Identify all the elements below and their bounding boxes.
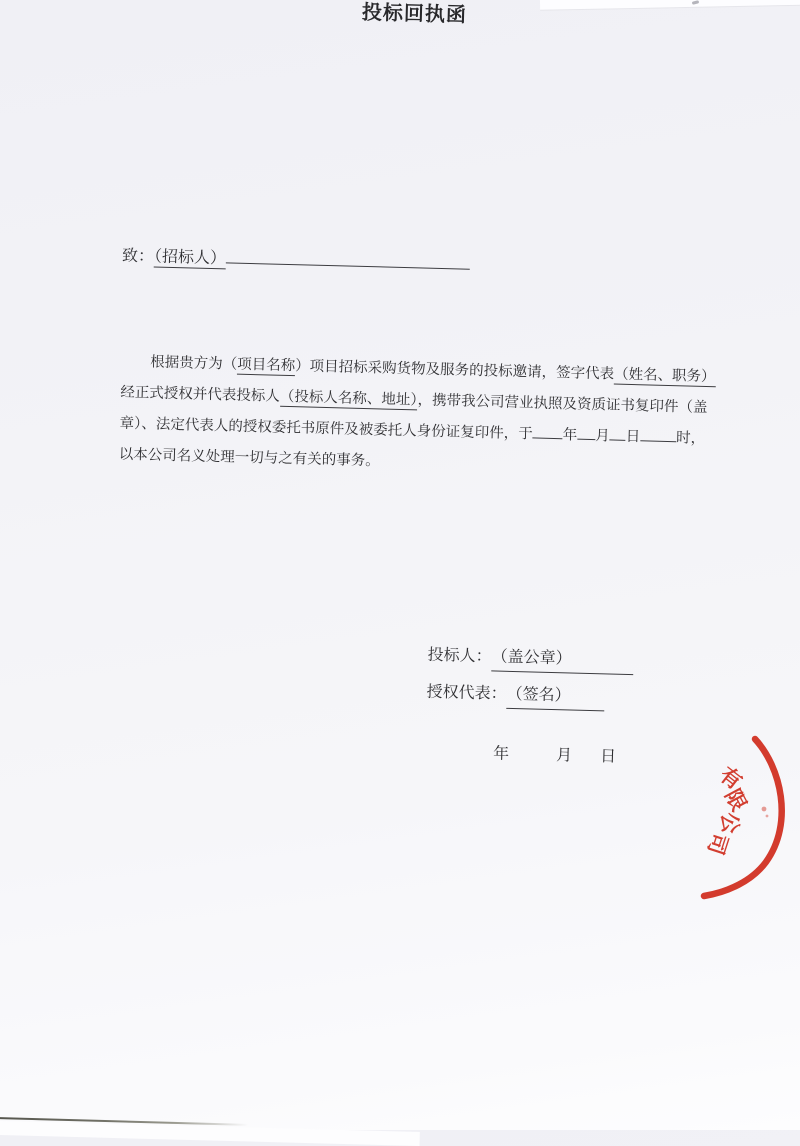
- body-text: 以本公司名义处理一切与之有关的事务。: [118, 446, 380, 470]
- bidder-signature-line: [427, 644, 634, 675]
- day-unit-label: 日: [625, 428, 641, 446]
- day-label: 日: [599, 748, 617, 766]
- body-text: 经正式授权并代表投标人: [120, 384, 281, 405]
- date-line: [473, 744, 617, 768]
- blank-underline-hour: [640, 426, 676, 442]
- bidder-name-address-field: （投标人名称、地址）: [279, 388, 418, 409]
- signature-block: [426, 644, 634, 723]
- hour-unit-label: 时，: [675, 430, 706, 447]
- body-text: 章）、法定代表人的授权委托书原件及被委托人身份证复印件，于: [119, 415, 533, 443]
- addressee-field: （招标人）: [153, 248, 227, 268]
- stamp-character: 有: [715, 763, 746, 795]
- signature-field: （签名）: [506, 683, 605, 712]
- stamp-character: 公: [716, 811, 742, 835]
- blank-underline-day: [610, 425, 626, 441]
- addressee-underline-extension: [226, 245, 470, 269]
- name-title-field: （姓名、职务）: [613, 366, 716, 386]
- blank-underline-year: [533, 423, 563, 439]
- salutation-label: 致：: [121, 247, 155, 266]
- company-seal-field: （盖公章）: [491, 645, 634, 675]
- project-name-field: 项目名称: [236, 356, 296, 375]
- year-unit-label: 年: [562, 427, 578, 444]
- body-text: ，携带我公司营业执照及资质证书复印件（盖: [417, 392, 708, 416]
- salutation-line: [122, 243, 471, 278]
- stamp-character: 司: [703, 830, 732, 858]
- stamp-character: 限: [720, 785, 751, 816]
- month-unit-label: 月: [594, 428, 610, 445]
- page-title: 投标回执函: [361, 1, 468, 27]
- stamp-ring-arc: [704, 739, 782, 896]
- stamp-ink-speckle: [766, 815, 769, 818]
- body-paragraph: [118, 347, 716, 486]
- company-stamp: [680, 723, 800, 908]
- month-label: 月: [555, 747, 573, 765]
- stamp-ink-speckle: [762, 807, 767, 812]
- bidder-label: 投标人：: [427, 646, 492, 666]
- body-text: 根据贵方为（: [150, 354, 238, 373]
- body-text: ）项目招标采购货物及服务的投标邀请，签字代表: [294, 358, 615, 383]
- representative-signature-line: [426, 681, 633, 712]
- blank-underline-month: [577, 424, 595, 440]
- representative-label: 授权代表：: [426, 683, 507, 703]
- year-label: 年: [492, 745, 510, 763]
